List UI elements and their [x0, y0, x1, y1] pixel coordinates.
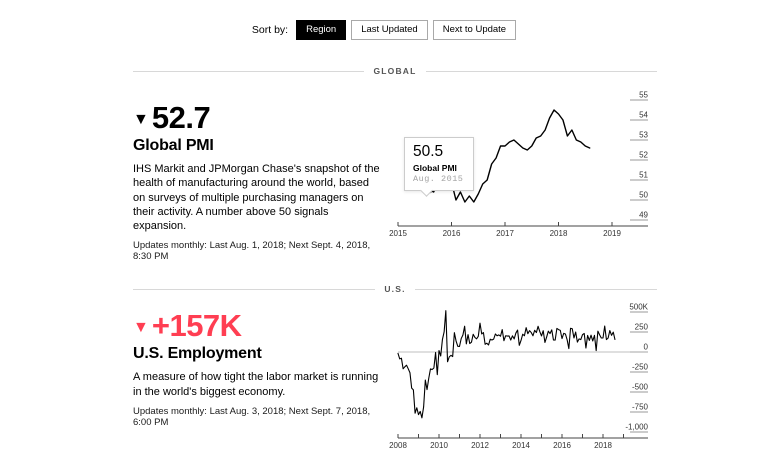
divider-label-us: U.S.	[384, 284, 406, 295]
svg-text:500K: 500K	[629, 302, 648, 312]
svg-text:50: 50	[639, 190, 648, 200]
us-employment-chart[interactable]	[390, 298, 657, 452]
us-employment-card	[133, 298, 657, 452]
svg-text:2018: 2018	[594, 441, 612, 451]
sort-by-label: Sort by:	[251, 24, 289, 36]
global-pmi-value-row	[133, 102, 382, 133]
section-divider-us	[133, 284, 657, 294]
svg-text:-1,000: -1,000	[625, 422, 648, 432]
us-employment-info	[133, 298, 390, 452]
divider-label-global: GLOBAL	[373, 66, 417, 76]
sort-bar	[0, 20, 768, 40]
tooltip-value: 50.5	[413, 143, 444, 160]
sort-button-region[interactable]: Region	[296, 20, 346, 39]
svg-text:-500: -500	[631, 382, 648, 392]
svg-text:54: 54	[639, 110, 648, 120]
svg-text:0: 0	[643, 342, 648, 352]
svg-text:-250: -250	[631, 362, 648, 372]
svg-text:52: 52	[639, 150, 648, 160]
svg-text:2015: 2015	[389, 229, 407, 238]
global-pmi-value: 52.7	[151, 100, 211, 135]
global-pmi-chart[interactable]	[390, 86, 657, 262]
down-arrow-icon: ▼	[133, 319, 149, 337]
svg-text:2014: 2014	[512, 441, 530, 451]
svg-text:2016: 2016	[442, 229, 461, 238]
svg-text:2008: 2008	[389, 441, 407, 451]
global-pmi-info	[133, 86, 390, 262]
us-employment-value: +157K	[151, 308, 242, 344]
sort-button-next-to-update[interactable]: Next to Update	[433, 20, 516, 39]
global-pmi-updates: Updates monthly: Last Aug. 1, 2018; Next Sept. 4, 2018, 8:30 PM	[133, 240, 371, 263]
svg-text:2012: 2012	[471, 441, 489, 451]
svg-text:51: 51	[639, 170, 648, 180]
global-pmi-description: IHS Markit and JPMorgan Chase's snapshot of the health of manufacturing around the world, based on surveys of multiple purchasing managers on their activity. A number above 50 signals expansion.	[133, 163, 380, 233]
divider-line	[415, 289, 657, 290]
svg-text:250: 250	[634, 322, 648, 332]
divider-line	[133, 71, 364, 72]
divider-line	[426, 71, 657, 72]
svg-text:2017: 2017	[496, 229, 514, 238]
us-employment-updates: Updates monthly: Last Aug. 3, 2018; Next Sept. 7, 2018, 6:00 PM	[133, 406, 371, 429]
global-pmi-title: Global PMI	[133, 137, 214, 154]
svg-text:49: 49	[639, 210, 648, 220]
svg-text:2010: 2010	[430, 441, 448, 451]
svg-text:2016: 2016	[553, 441, 571, 451]
divider-line	[133, 289, 375, 290]
us-employment-description: A measure of how tight the labor market is running in the world's biggest economy.	[133, 371, 379, 398]
svg-text:-750: -750	[631, 402, 648, 412]
svg-text:55: 55	[639, 90, 648, 100]
svg-text:2018: 2018	[549, 229, 568, 238]
section-divider-global	[133, 66, 657, 76]
tooltip-label: Global PMI	[413, 163, 457, 173]
global-pmi-card	[133, 86, 657, 262]
us-employment-value-row	[133, 308, 382, 344]
tooltip-date: Aug. 2015	[413, 174, 464, 184]
us-employment-title: U.S. Employment	[133, 345, 262, 363]
svg-text:2019: 2019	[603, 229, 621, 238]
us-employment-chart-svg[interactable]	[390, 298, 657, 452]
down-arrow-icon: ▼	[133, 111, 149, 128]
main-content	[133, 66, 657, 452]
svg-text:53: 53	[639, 130, 648, 140]
chart-tooltip	[404, 137, 474, 191]
sort-button-last-updated[interactable]: Last Updated	[351, 20, 428, 39]
